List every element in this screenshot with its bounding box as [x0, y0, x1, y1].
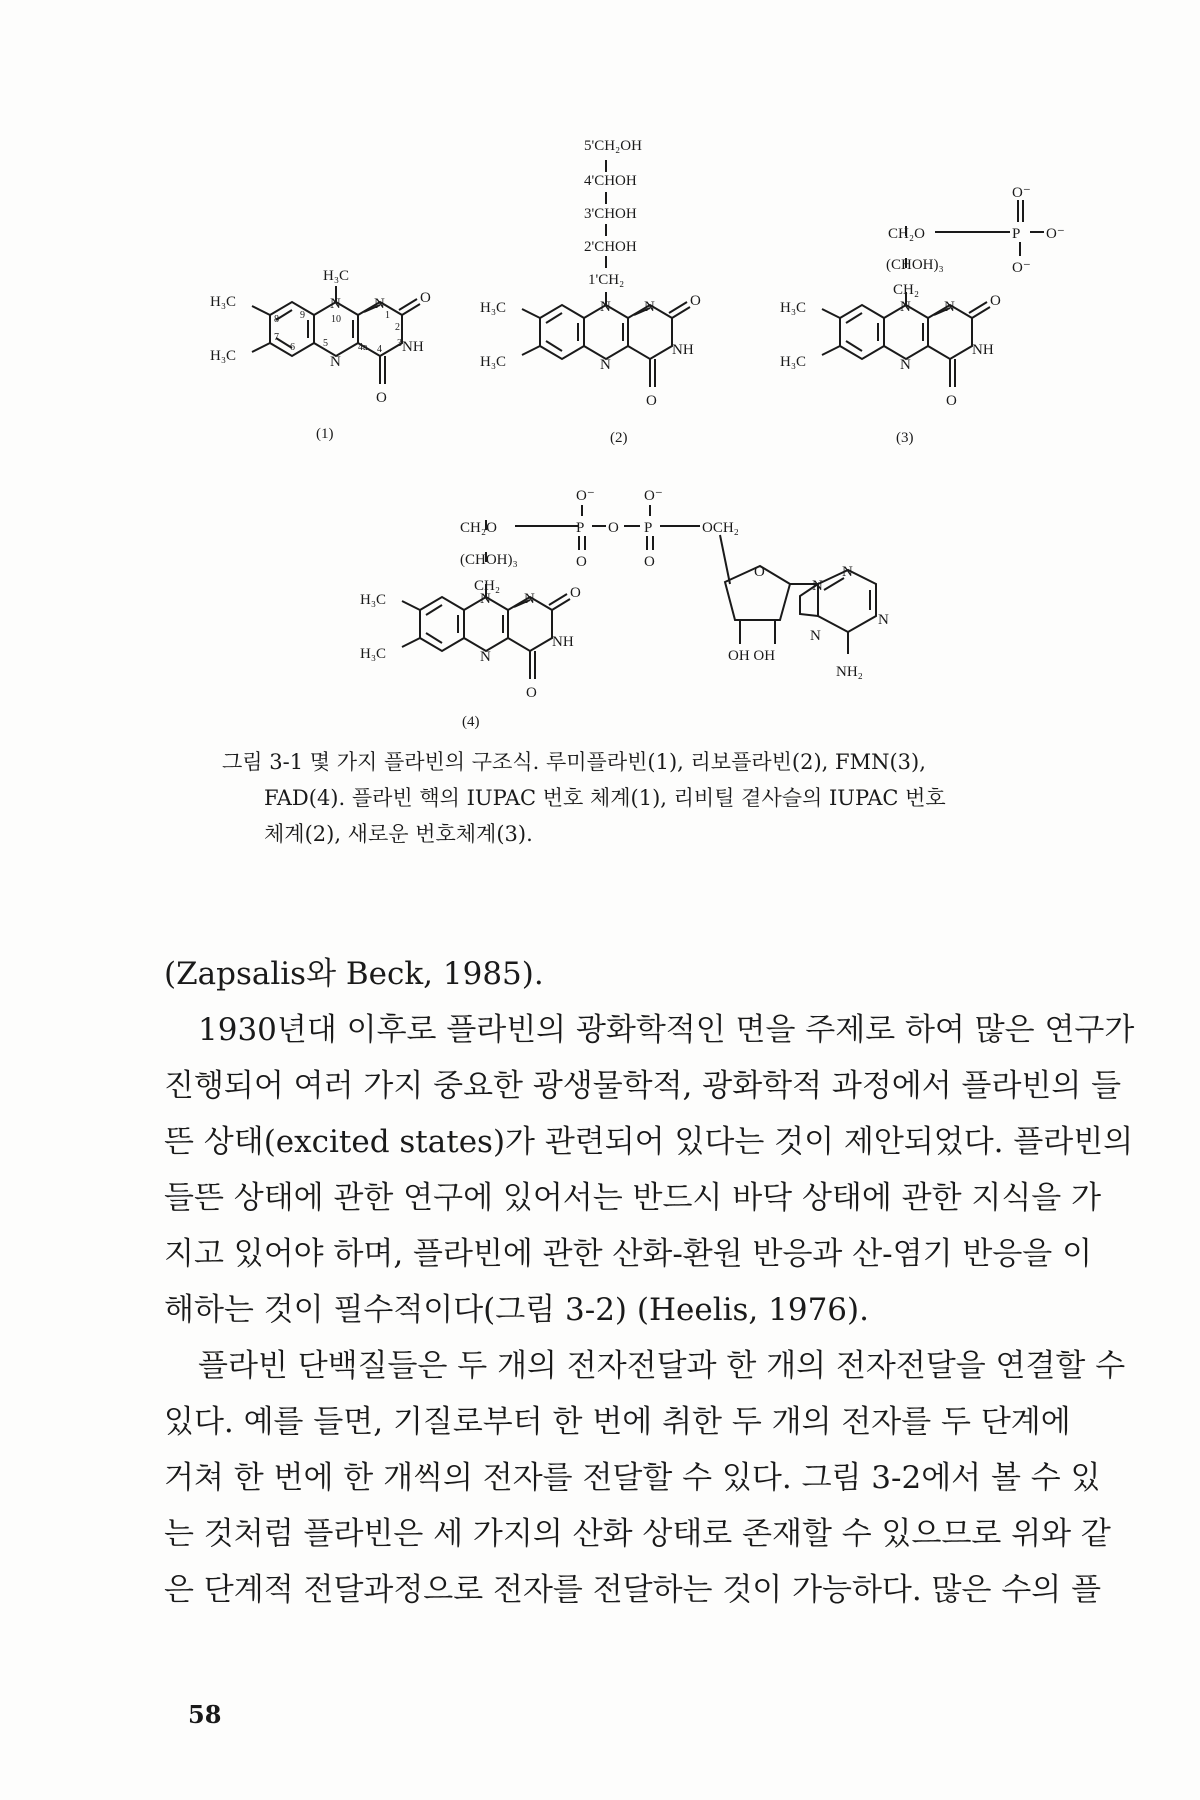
ring-number: 2 — [395, 322, 400, 333]
text-line: 플라빈 단백질들은 두 개의 전자전달과 한 개의 전자전달을 연결할 수 — [198, 1348, 1126, 1384]
ring-number: 6 — [290, 342, 295, 353]
text-line: 지고 있어야 하며, 플라빈에 관한 산화-환원 반응과 산-염기 반응을 이 — [164, 1236, 1093, 1272]
phosphate-oxygen: O⁻ — [576, 488, 595, 504]
ring-number: 3 — [397, 338, 402, 349]
ring-oxygen: O — [754, 564, 765, 580]
text-line: 거쳐 한 번에 한 개씩의 전자를 전달할 수 있다. 그림 3-2에서 볼 수 있 — [164, 1460, 1101, 1496]
phosphorus-label: P — [644, 520, 653, 536]
chain-label: 5'CH₂OH — [584, 138, 642, 154]
chain-label: 3'CHOH — [584, 206, 637, 222]
nitrogen-label: N — [900, 299, 911, 315]
oxygen-label: O — [526, 685, 537, 701]
phosphate-oxygen: O⁻ — [1012, 260, 1031, 276]
imide-label: NH — [402, 339, 424, 355]
chain-label: CH₂O — [460, 520, 497, 536]
text-line: 진행되어 여러 가지 중요한 광생물학적, 광화학적 과정에서 플라빈의 들 — [164, 1068, 1122, 1104]
nitrogen-label: N — [480, 591, 491, 607]
methyl-label: H₃C — [323, 268, 350, 284]
phosphorus-label: P — [576, 520, 585, 536]
ring-number: 4 — [377, 344, 382, 355]
nitrogen-label: N — [812, 578, 823, 594]
structure-number-3: (3) — [896, 430, 914, 446]
nitrogen-label: N — [480, 649, 491, 665]
chain-label: CH₂ — [474, 578, 501, 594]
oxygen-label: O — [946, 393, 957, 409]
structure-number-4: (4) — [462, 714, 480, 730]
chain-label: 1'CH₂ — [588, 272, 625, 288]
ring-number: 9 — [300, 310, 305, 321]
chain-label: 4'CHOH — [584, 173, 637, 189]
chain-label: CH₂O — [888, 226, 925, 242]
methyl-label: H₃C — [780, 300, 807, 316]
text-line: 은 단계적 전달과정으로 전자를 전달하는 것이 가능하다. 많은 수의 플 — [164, 1572, 1102, 1608]
oxygen-label: O — [646, 393, 657, 409]
imide-label: NH — [672, 342, 694, 358]
citation-line: (Zapsalis와 Beck, 1985). — [164, 956, 544, 992]
ring-number: 4a — [358, 342, 368, 353]
structure-riboflavin — [480, 138, 701, 446]
text-line: 있다. 예를 들면, 기질로부터 한 번에 취한 두 개의 전자를 두 단계에 — [164, 1404, 1071, 1440]
text-line: 는 것처럼 플라빈은 세 가지의 산화 상태로 존재할 수 있으므로 위와 같 — [164, 1516, 1111, 1552]
nitrogen-label: N — [644, 299, 655, 315]
text-line: 뜬 상태(excited states)가 관련되어 있다는 것이 제안되었다. 플라빈의 — [164, 1124, 1134, 1160]
oxygen-label: O — [376, 390, 387, 406]
oxygen-label: O — [608, 520, 619, 536]
structure-fad — [360, 488, 889, 730]
oxygen-label: O — [990, 293, 1001, 309]
oxygen-label: O — [690, 293, 701, 309]
phosphate-oxygen: O⁻ — [1046, 226, 1065, 242]
chain-label: CH₂ — [893, 282, 920, 298]
nitrogen-label: N — [900, 357, 911, 373]
imide-label: NH — [552, 634, 574, 650]
nitrogen-label: N — [842, 564, 853, 580]
caption-line: 체계(2), 새로운 번호체계(3). — [264, 822, 533, 846]
methyl-label: H₃C — [360, 646, 387, 662]
paragraph-2 — [164, 1338, 1126, 1618]
ring-number: 1 — [385, 310, 390, 321]
methyl-label: H₃C — [780, 354, 807, 370]
flavin-structures-diagram — [0, 0, 1200, 740]
oxygen-label: O — [570, 585, 581, 601]
amine-label: NH₂ — [836, 664, 863, 680]
phosphate-oxygen: O⁻ — [1012, 185, 1031, 201]
nitrogen-label: N — [600, 299, 611, 315]
methyl-label: H₃C — [210, 348, 237, 364]
structure-number-1: (1) — [316, 426, 334, 442]
chain-label: OCH₂ — [702, 520, 739, 536]
page-number: 58 — [188, 1700, 222, 1729]
oxygen-label: O — [420, 290, 431, 306]
text-line: 해하는 것이 필수적이다(그림 3-2) (Heelis, 1976). — [164, 1292, 869, 1328]
methyl-label: H₃C — [210, 294, 237, 310]
ring-number: 10 — [331, 314, 341, 325]
structure-fmn — [780, 185, 1065, 446]
phosphorus-label: P — [1012, 226, 1021, 242]
chain-label: (CHOH)₃ — [886, 257, 944, 273]
ring-number: 5 — [323, 338, 328, 349]
nitrogen-label: N — [600, 357, 611, 373]
chain-label: 2'CHOH — [584, 239, 637, 255]
text-line: 들뜬 상태에 관한 연구에 있어서는 반드시 바닥 상태에 관한 지식을 가 — [164, 1180, 1102, 1216]
phosphate-oxygen: O — [644, 554, 655, 570]
imide-label: NH — [972, 342, 994, 358]
hydroxyl-label: OH OH — [728, 648, 776, 664]
nitrogen-label: N — [374, 296, 385, 312]
nitrogen-label: N — [330, 354, 341, 370]
nitrogen-label: N — [944, 299, 955, 315]
caption-line: 그림 3-1 몇 가지 플라빈의 구조식. 루미플라빈(1), 리보플라빈(2), FMN(3), — [222, 750, 926, 774]
structure-lumiflavin — [210, 268, 431, 442]
chain-label: (CHOH)₃ — [460, 552, 518, 568]
caption-line: FAD(4). 플라빈 핵의 IUPAC 번호 체계(1), 리비틸 곁사슬의 IUPAC 번호 — [264, 786, 946, 810]
phosphate-oxygen: O⁻ — [644, 488, 663, 504]
methyl-label: H₃C — [480, 300, 507, 316]
methyl-label: H₃C — [480, 354, 507, 370]
body-text — [164, 946, 1135, 1618]
structure-number-2: (2) — [610, 430, 628, 446]
nitrogen-label: N — [330, 296, 341, 312]
text-line: 1930년대 이후로 플라빈의 광화학적인 면을 주제로 하여 많은 연구가 — [198, 1012, 1135, 1048]
nitrogen-label: N — [878, 612, 889, 628]
figure-caption — [222, 744, 1052, 852]
paragraph-1 — [164, 1002, 1135, 1338]
nitrogen-label: N — [810, 628, 821, 644]
ring-number: 7 — [274, 332, 279, 343]
phosphate-oxygen: O — [576, 554, 587, 570]
ring-number: 8 — [274, 314, 279, 325]
methyl-label: H₃C — [360, 592, 387, 608]
nitrogen-label: N — [524, 591, 535, 607]
